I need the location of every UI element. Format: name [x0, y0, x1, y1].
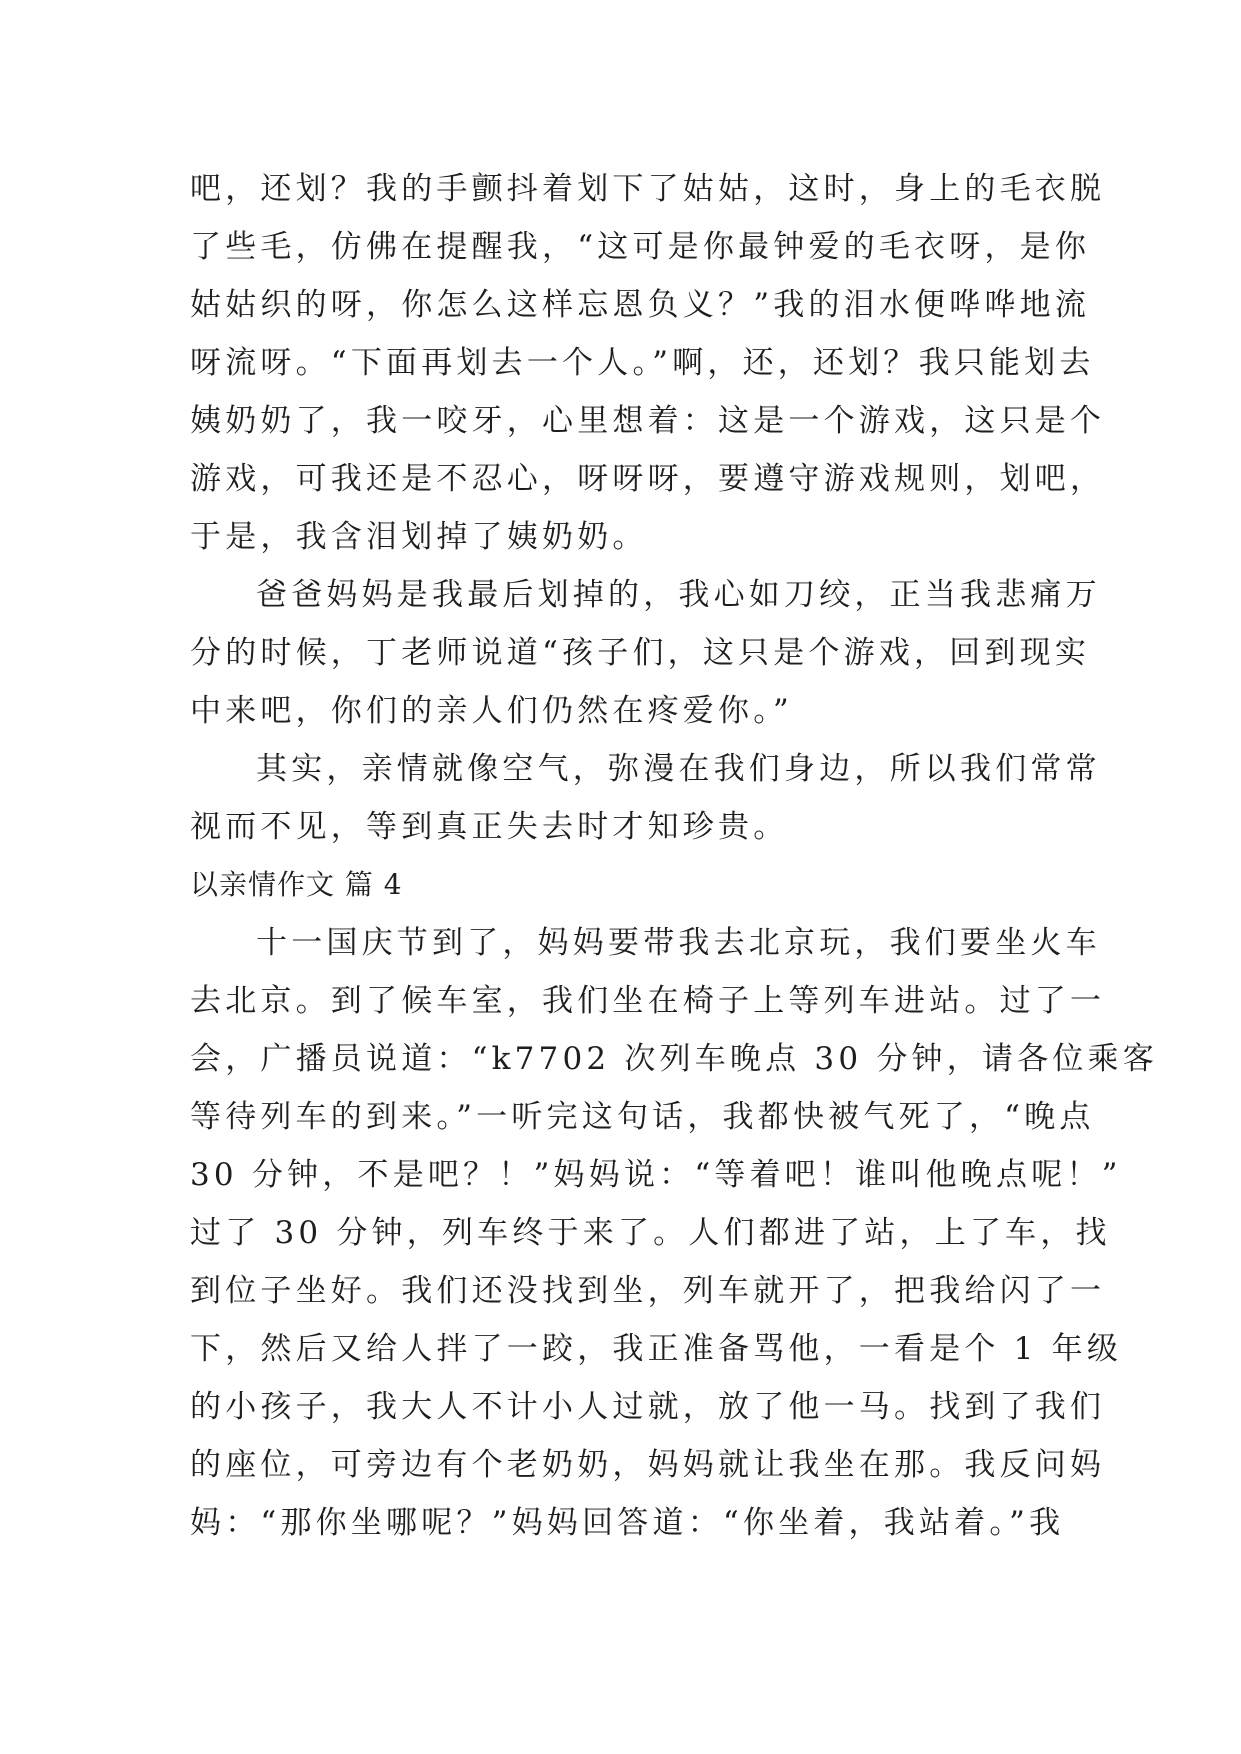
text-line: 中来吧，你们的亲人们仍然在疼爱你。”	[190, 693, 793, 729]
paragraph-start-line: 十一国庆节到了，妈妈要带我去北京玩，我们要坐火车	[256, 925, 1101, 961]
text-line: 30 分钟，不是吧？！”妈妈说：“等着吧！谁叫他晚点呢！”	[190, 1157, 1122, 1193]
text-line: 于是，我含泪划掉了姨奶奶。	[190, 519, 648, 555]
text-line: 分的时候，丁老师说道“孩子们，这只是个游戏，回到现实	[190, 635, 1091, 671]
paragraph-start-line: 爸爸妈妈是我最后划掉的，我心如刀绞，正当我悲痛万	[256, 577, 1101, 613]
text-line: 视而不见，等到真正失去时才知珍贵。	[190, 809, 789, 845]
text-line: 姨奶奶了，我一咬牙，心里想着：这是一个游戏，这只是个	[190, 403, 1106, 439]
text-line: 吧，还划？我的手颤抖着划下了姑姑，这时，身上的毛衣脱	[190, 171, 1106, 207]
text-line: 的座位，可旁边有个老奶奶，妈妈就让我坐在那。我反问妈	[190, 1447, 1106, 1483]
text-line: 了些毛，仿佛在提醒我，“这可是你最钟爱的毛衣呀，是你	[190, 229, 1091, 265]
text-line: 妈：“那你坐哪呢？”妈妈回答道：“你坐着，我站着。”我	[190, 1505, 1065, 1541]
text-line: 到位子坐好。我们还没找到坐，列车就开了，把我给闪了一	[190, 1273, 1106, 1309]
text-line: 去北京。到了候车室，我们坐在椅子上等列车进站。过了一	[190, 983, 1106, 1019]
paragraph-start-line: 其实，亲情就像空气，弥漫在我们身边，所以我们常常	[256, 751, 1101, 787]
section-heading: 以亲情作文 篇 4	[190, 868, 403, 901]
document-body	[190, 160, 1158, 1552]
text-line: 的小孩子，我大人不计小人过就，放了他一马。找到了我们	[190, 1389, 1106, 1425]
text-line: 下，然后又给人拌了一跤，我正准备骂他，一看是个 1 年级	[190, 1331, 1123, 1367]
text-line: 等待列车的到来。”一听完这句话，我都快被气死了，“晚点	[190, 1099, 1095, 1135]
text-line: 游戏，可我还是不忍心，呀呀呀，要遵守游戏规则，划吧，	[190, 461, 1106, 497]
text-line: 姑姑织的呀，你怎么这样忘恩负义？”我的泪水便哗哗地流	[190, 287, 1091, 323]
text-line: 过了 30 分钟，列车终于来了。人们都进了站，上了车，找	[190, 1215, 1111, 1251]
text-line: 呀流呀。“下面再划去一个人。”啊，还，还划？我只能划去	[190, 345, 1095, 381]
text-line: 会，广播员说道：“k7702 次列车晚点 30 分钟，请各位乘客	[190, 1041, 1158, 1077]
